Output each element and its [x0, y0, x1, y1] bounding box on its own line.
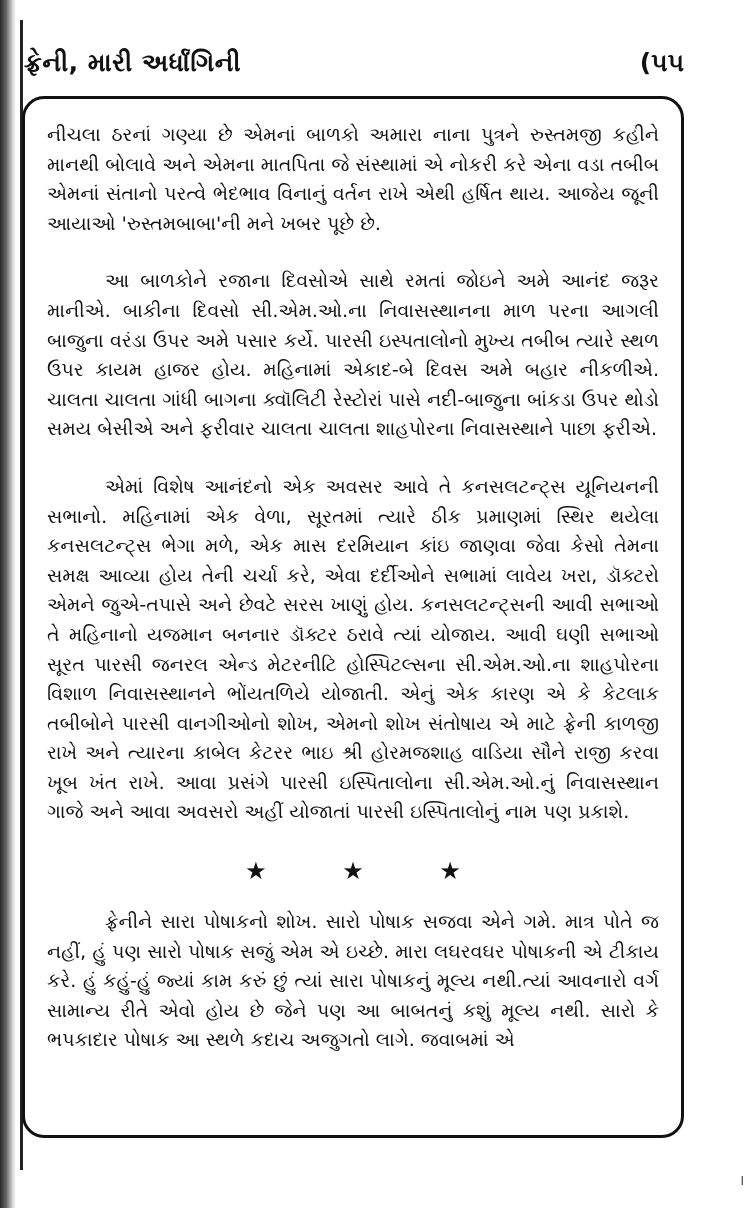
paragraph-3: એમાં વિશેષ આનંદનો એક અવસર આવે તે કનસલટન્ટ્સ યૂનિયનની સભાનો. મહિનામાં એક વેળા, સૂરતમાં ત્યારે ઠીક પ્રમાણમાં સ્થિર થયેલા કનસલટન્ટ્સ ભેગા મળે, એક માસ દરમિયાન કાંઇ જાણવા જેવા કેસો તેમના સમક્ષ આવ્યા હોય તેની ચર્ચા કરે, એવા દર્દીઓને સભામાં લાવેય ખરા, ડૉક્ટરો એમને જુએ-તપાસે અને છેવટે સરસ ખાણું હોય. કનસલટન્ટ્સની આવી સભાઓ તે મહિનાનો યજમાન બનનાર ડૉક્ટર ઠરાવે ત્યાં યોજાય. આવી ઘણી સભાઓ સૂરત પારસી જનરલ એન્ડ મેટરનીટિ હોસ્પિટલ્સના સી.એમ.ઓ.ના શાહપોરના વિશાળ નિવાસસ્થાનને ભોંયતળિયે યોજાતી. એનું એક કારણ એ કે કેટલાક તબીબોને પારસી વાનગીઓનો શોખ, એમનો શોખ સંતોષાય એ માટે ફ્રેની કાળજી રાખે અને ત્યારના કાબેલ કેટરર ભાઇ શ્રી હોરમજશાહ વાડિયા સૌને રાજી કરવા ખૂબ ખંત રાખે. આવા પ્રસંગે પારસી ઇસ્પિતાલોના સી.એમ.ઓ.નું નિવાસસ્થાન ગાજે અને આવા અવસરો અહીં યોજાતાં પારસી ઇસ્પિતાલોનું નામ પણ પ્રકાશે.	[47, 475, 659, 824]
section-separator-stars: ★ ★ ★	[245, 857, 495, 886]
running-title: ફ્રેની, મારી અર્ધાંગિની	[24, 48, 242, 77]
paragraph-4: ફ્રેનીને સારા પોષાકનો શોખ. સારો પોષાક સજવા એને ગમે. માત્ર પોતે જ નહીં, હું પણ સારો પોષાક સજું એમ એ ઇચ્છે. મારા લઘરવઘર પોષાકની એ ટીકાય કરે. હું કહું-હું જ્યાં કામ કરું છું ત્યાં સારા પોષાકનું મૂલ્ય નથી.ત્યાં આવનારો વર્ગ સામાન્ય રીતે એવો હોય છે જેને પણ આ બાબતનું કશું મૂલ્ય નથી. સારો કે ભપકાદાર પોષાક આ સ્થળે કદાચ અજુગતો લાગે. જવાબમાં એ	[47, 911, 659, 1052]
page-edge-mark: I	[740, 1174, 744, 1188]
text-frame	[22, 96, 684, 1138]
page-binding-shadow	[0, 0, 16, 1208]
paragraph-1: નીચલા ઠરનાં ગણ્યા છે એમનાં બાળકો અમારા નાના પુત્રને રુસ્તમજી કહીને માનથી બોલાવે અને એમના માતપિતા જે સંસ્થામાં એ નોકરી કરે એના વડા તબીબ એમનાં સંતાનો પરત્વે ભેદભાવ વિનાનું વર્તન રાખે એથી હર્ષિત થાય. આજેય જૂની આયાઓ 'રુસ્તમબાબા'ની મને ખબર પૂછે છે.	[47, 124, 659, 235]
body-text	[47, 121, 659, 1084]
page-number: (૫૫	[639, 48, 684, 77]
paragraph-2: આ બાળકોને રજાના દિવસોએ સાથે રમતાં જોઇને અમે આનંદ જરૂર માનીએ. બાકીના દિવસો સી.એમ.ઓ.ના નિવાસસ્થાનના માળ પરના આગલી બાજુના વરંડા ઉપર અમે પસાર કર્યે. પારસી ઇસ્પતાલોનો મુખ્ય તબીબ ત્યારે સ્થળ ઉપર કાયમ હાજર હોય. મહિનામાં એકાદ-બે દિવસ અમે બહાર નીકળીએ. ચાલતા ચાલતા ગાંધી બાગના ક્વૉલિટી રેસ્ટોરાં પાસે નદી-બાજુના બાંકડા ઉપર થોડો સમય બેસીએ અને ફરીવાર ચાલતા ચાલતા શાહપોરના નિવાસસ્થાને પાછા ફરીએ.	[47, 270, 659, 441]
page-header	[24, 44, 684, 84]
